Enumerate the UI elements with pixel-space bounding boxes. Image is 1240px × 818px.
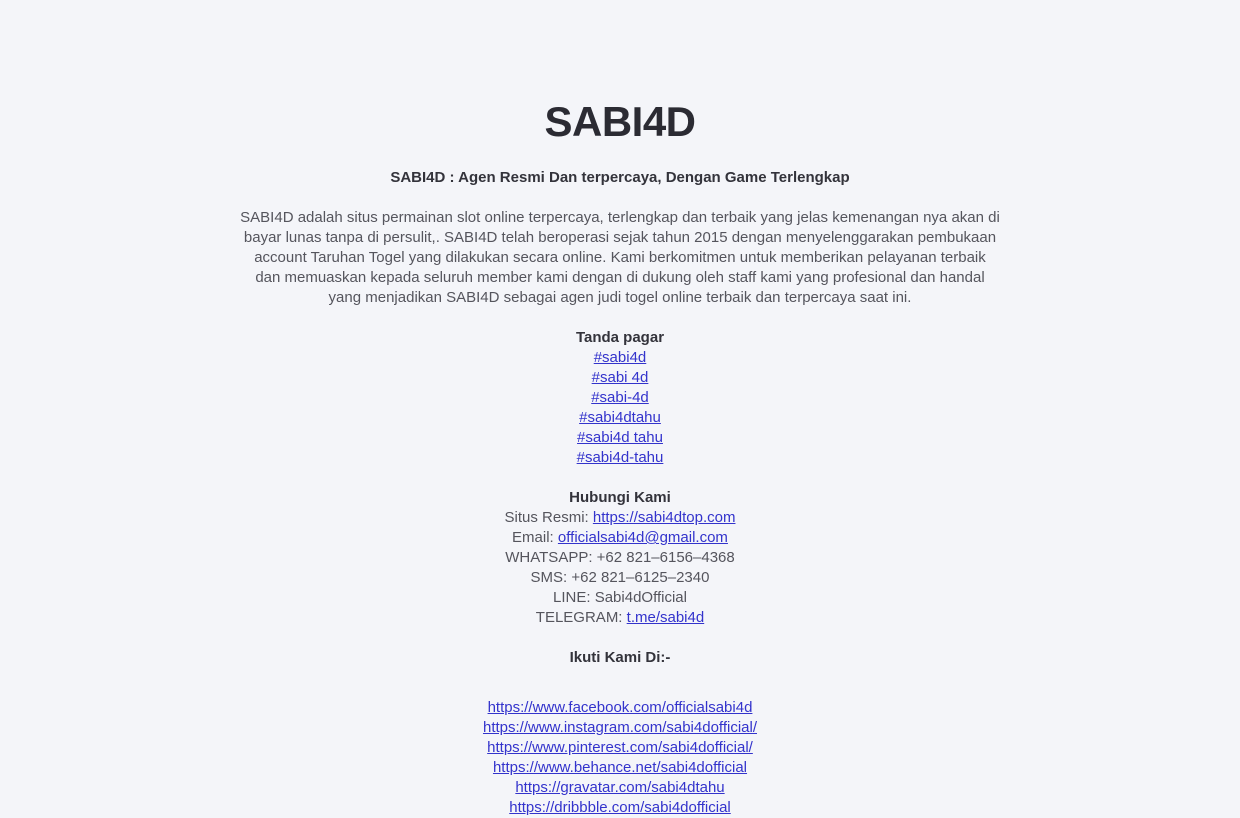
list-item — [120, 738, 1120, 758]
list-item — [120, 718, 1120, 738]
contact-list — [120, 508, 1120, 628]
contact-label: WHATSAPP: — [505, 549, 593, 566]
hashtag-link[interactable]: #sabi 4d — [591, 369, 649, 386]
contact-value-link[interactable]: officialsabi4d@gmail.com — [557, 529, 728, 546]
contact-label: LINE: — [553, 589, 591, 606]
social-link-pinterest[interactable]: https://www.pinterest.com/sabi4dofficial/ — [487, 739, 753, 756]
page-title: SABI4D — [544, 98, 696, 145]
hashtag-link[interactable]: #sabi-4d — [591, 389, 649, 406]
contact-heading: Hubungi Kami — [569, 489, 671, 506]
contact-value-link[interactable]: t.me/sabi4d — [626, 609, 705, 626]
social-link-gravatar[interactable]: https://gravatar.com/sabi4dtahu — [515, 779, 725, 796]
contact-label: Email: — [512, 529, 554, 546]
list-item — [120, 758, 1120, 778]
contact-value: +62 821–6125–2340 — [571, 569, 710, 586]
social-link-facebook[interactable]: https://www.facebook.com/officialsabi4d — [487, 699, 753, 716]
hashtag-link[interactable]: #sabi4dtahu — [579, 409, 661, 426]
hashtag-link[interactable]: #sabi4d-tahu — [576, 449, 664, 466]
contact-label: TELEGRAM: — [535, 609, 623, 626]
social-heading: Ikuti Kami Di:- — [569, 649, 671, 666]
hashtag-link[interactable]: #sabi4d — [593, 349, 647, 366]
social-link-dribbble[interactable]: https://dribbble.com/sabi4dofficial — [509, 799, 731, 816]
contact-row — [120, 588, 1120, 608]
contact-row — [120, 568, 1120, 588]
list-item — [120, 408, 1120, 428]
contact-label: Situs Resmi: — [504, 509, 589, 526]
contact-value-link[interactable]: https://sabi4dtop.com — [592, 509, 736, 526]
site-intro-paragraph: SABI4D adalah situs permainan slot online terpercaya, terlengkap dan terbaik yang jelas kemenangan nya akan di bayar lunas tanpa di persulit,. SABI4D telah beroperasi sejak tahun 2015 dengan menyelenggarakan pembukaan account Taruhan Togel yang dilakukan secara online. Kami berkomitmen untuk memberikan pelayanan terbaik dan memuaskan kepada seluruh member kami dengan di dukung oleh staff kami yang profesional dan handal yang menjadikan SABI4D sebagai agen judi togel online terbaik dan terpercaya saat ini. — [240, 209, 1000, 306]
social-links-list — [120, 698, 1120, 818]
list-item — [120, 778, 1120, 798]
contact-value: +62 821–6156–4368 — [596, 549, 735, 566]
hashtags-list — [120, 348, 1120, 468]
site-tagline: SABI4D : Agen Resmi Dan terpercaya, Dengan Game Terlengkap — [390, 169, 850, 186]
contact-row — [120, 528, 1120, 548]
list-item — [120, 388, 1120, 408]
list-item — [120, 428, 1120, 448]
hashtag-link[interactable]: #sabi4d tahu — [577, 429, 663, 446]
contact-row — [120, 608, 1120, 628]
section-gap-contact — [120, 468, 1120, 488]
contact-value: Sabi4dOfficial — [594, 589, 687, 606]
list-item — [120, 698, 1120, 718]
social-heading-gap — [120, 668, 1120, 698]
hashtags-heading: Tanda pagar — [575, 329, 665, 346]
social-link-behance[interactable]: https://www.behance.net/sabi4dofficial — [492, 759, 748, 776]
contact-row — [120, 508, 1120, 528]
section-gap-social — [120, 628, 1120, 648]
list-item — [120, 368, 1120, 388]
social-link-instagram[interactable]: https://www.instagram.com/sabi4dofficial/ — [482, 719, 757, 736]
top-spacer — [120, 0, 1120, 96]
list-item — [120, 348, 1120, 368]
list-item — [120, 448, 1120, 468]
list-item — [120, 798, 1120, 818]
section-gap-hashtags — [120, 308, 1120, 328]
contact-row — [120, 548, 1120, 568]
contact-label: SMS: — [530, 569, 568, 586]
